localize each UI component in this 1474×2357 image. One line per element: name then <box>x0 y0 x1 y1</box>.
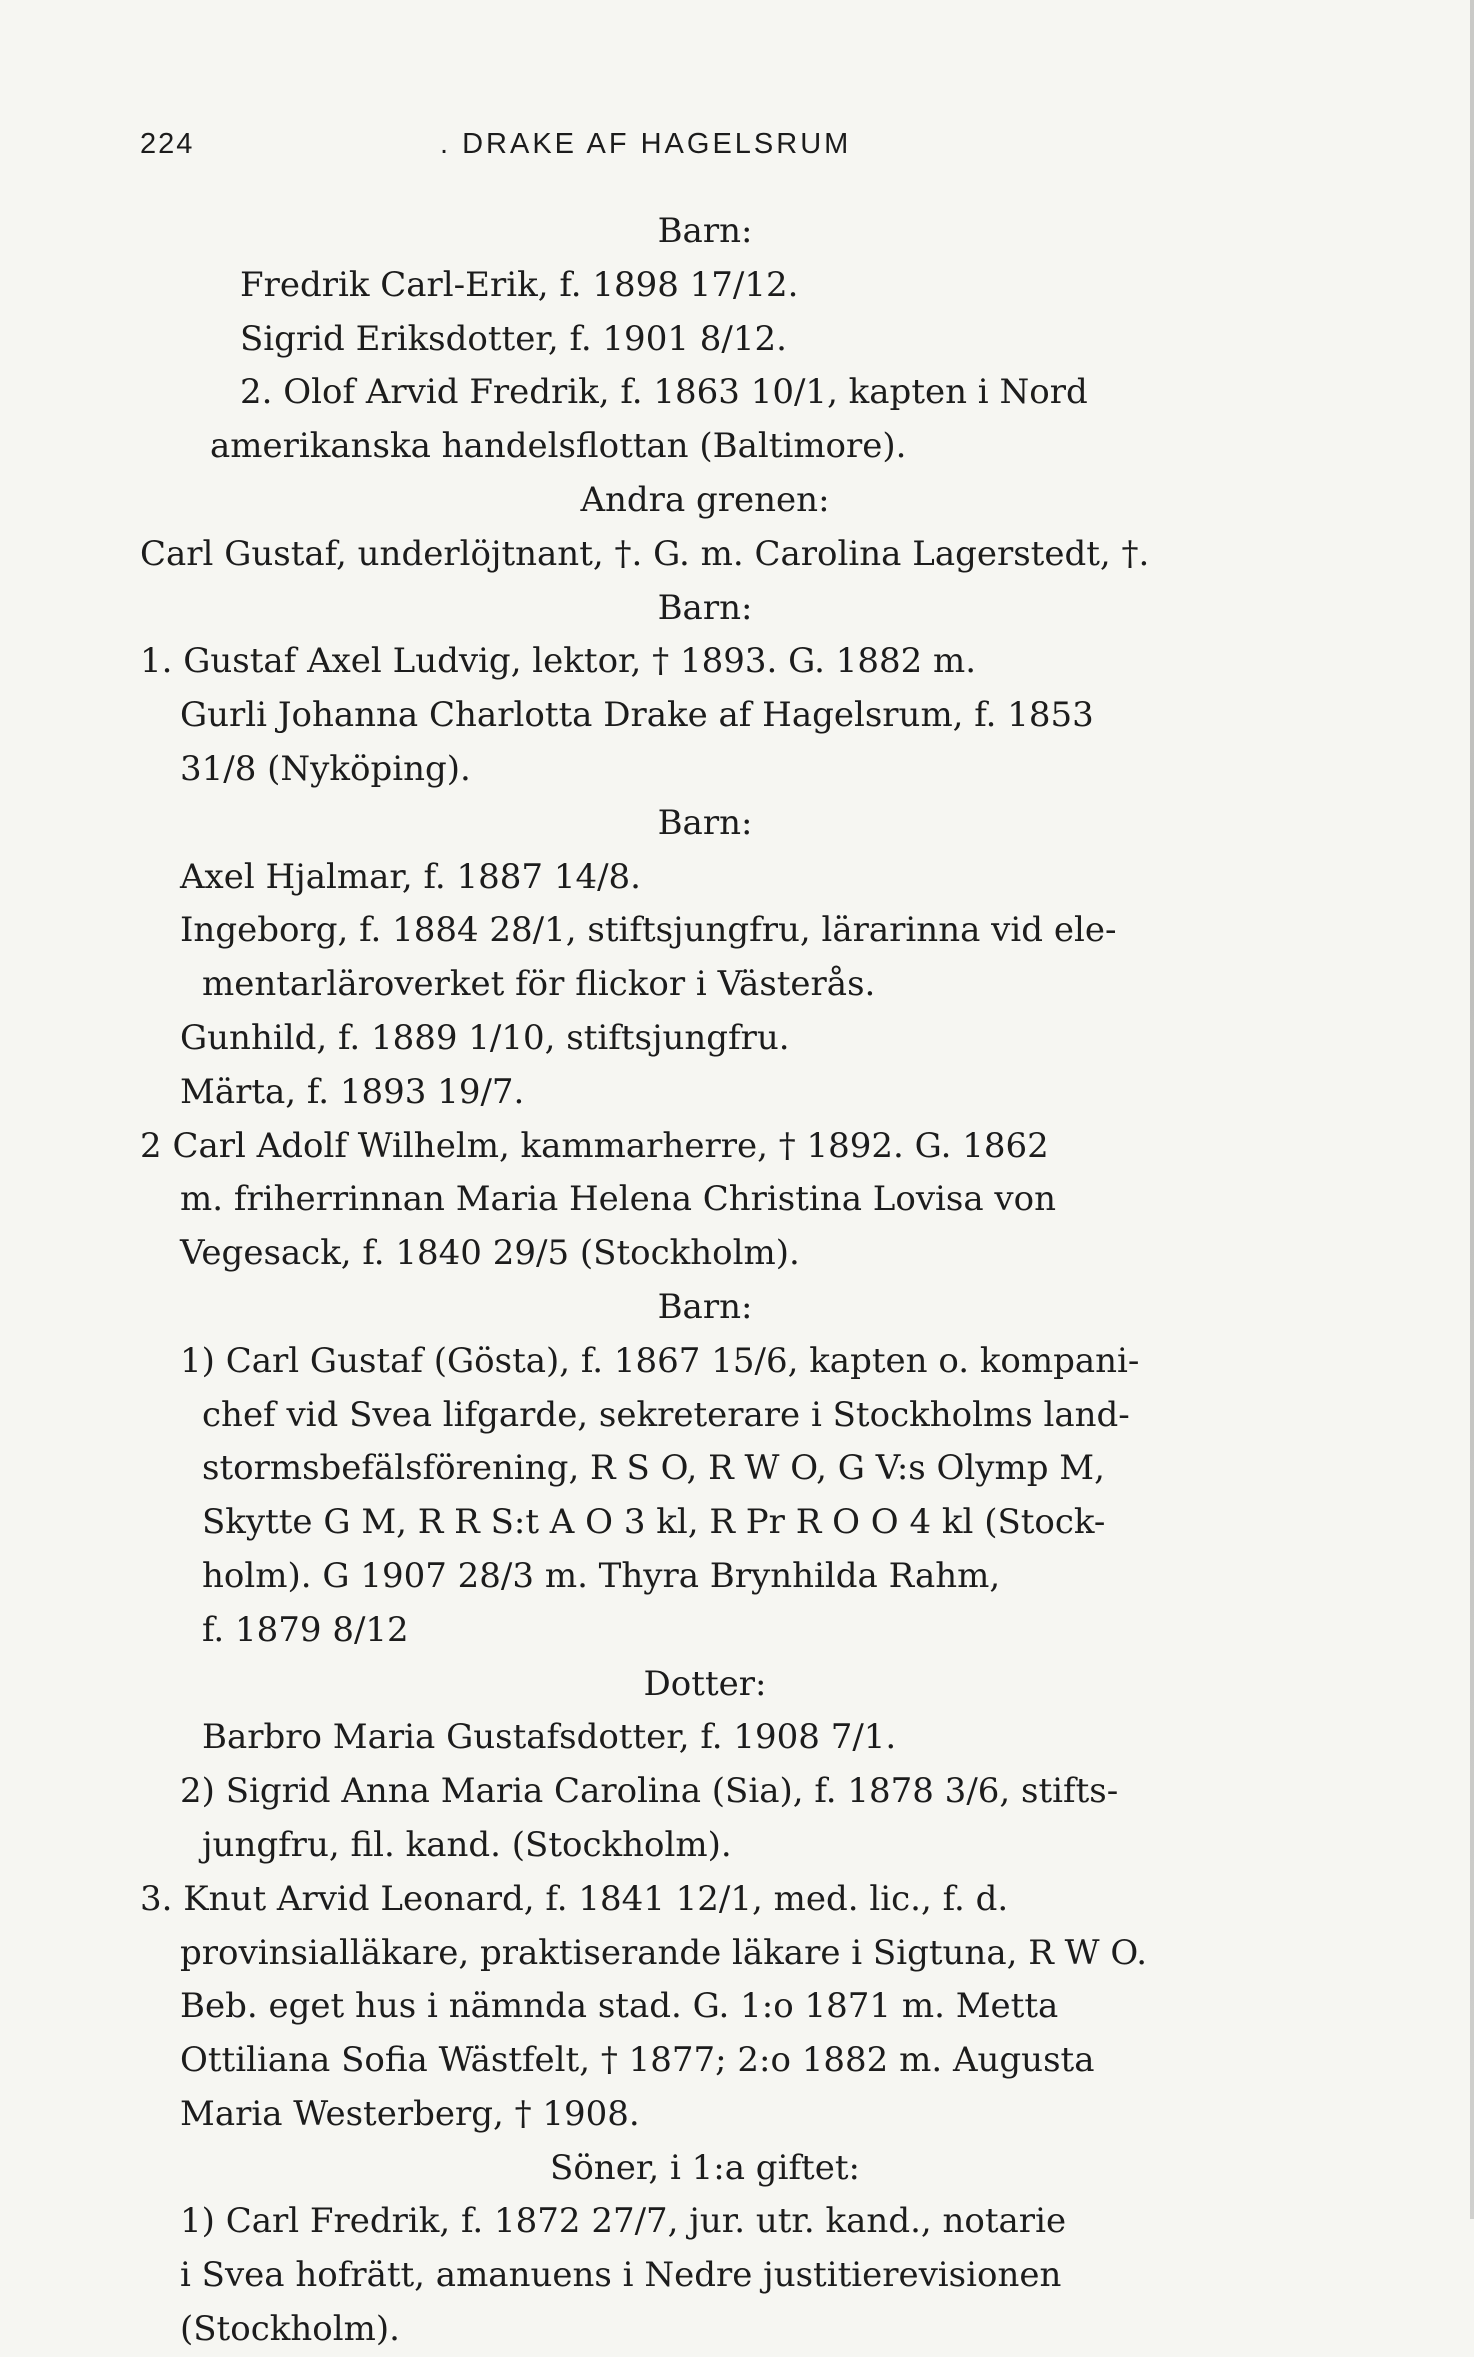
text-line: Gunhild, f. 1889 1/10, stiftsjungfru. <box>180 1017 790 1058</box>
text-line: Vegesack, f. 1840 29/5 (Stockholm). <box>180 1233 800 1274</box>
page-edge-shadow <box>1470 0 1474 2219</box>
text-line: Gurli Johanna Charlotta Drake af Hagelsrum, f. 1853 <box>180 695 1094 736</box>
text-line: 1) Carl Fredrik, f. 1872 27/7, jur. utr. kand., notarie <box>180 2201 1067 2242</box>
section-heading: Barn: <box>657 1286 753 1327</box>
text-line: (Stockholm). <box>180 2309 400 2350</box>
text-line: chef vid Svea lifgarde, sekreterare i Stockholms land- <box>202 1394 1130 1435</box>
body-text <box>140 205 1270 2357</box>
running-title: . DRAKE AF HAGELSRUM <box>440 128 852 160</box>
page-header <box>140 128 1300 178</box>
text-line: i Svea hofrätt, amanuens i Nedre justitierevisionen <box>180 2255 1062 2296</box>
page-number: 224 <box>140 128 195 160</box>
section-heading: Andra grenen: <box>580 479 830 520</box>
text-line: Axel Hjalmar, f. 1887 14/8. <box>180 856 641 897</box>
text-line: mentarläroverket för flickor i Västerås. <box>202 964 876 1005</box>
text-line: m. friherrinnan Maria Helena Christina Lovisa von <box>180 1179 1056 1220</box>
section-heading: Barn: <box>657 211 753 251</box>
text-line: holm). G 1907 28/3 m. Thyra Brynhilda Rahm, <box>202 1555 1001 1596</box>
text-line: Beb. eget hus i nämnda stad. G. 1:o 1871 m. Metta <box>180 1986 1059 2027</box>
text-line: jungfru, fil. kand. (Stockholm). <box>202 1824 732 1865</box>
text-line: stormsbefälsförening, R S O, R W O, G V:s Olymp M, <box>202 1448 1105 1489</box>
text-line: Carl Gustaf, underlöjtnant, †. G. m. Carolina Lagerstedt, †. <box>140 533 1150 574</box>
text-line: provinsialläkare, praktiserande läkare i Sigtuna, R W O. <box>180 1932 1148 1973</box>
section-heading: Barn: <box>657 802 753 843</box>
text-line: Sigrid Eriksdotter, f. 1901 8/12. <box>240 318 787 359</box>
text-line: 2 Carl Adolf Wilhelm, kammarherre, † 1892. G. 1862 <box>140 1125 1049 1166</box>
text-line: Skytte G M, R R S:t A O 3 kl, R Pr R O O 4 kl (Stock- <box>202 1502 1106 1543</box>
section-heading: Dotter: <box>643 1663 767 1704</box>
section-heading: Söner, i 1:a giftet: <box>550 2147 860 2188</box>
section-heading: Barn: <box>657 587 753 628</box>
text-line: Barbro Maria Gustafsdotter, f. 1908 7/1. <box>202 1717 897 1758</box>
text-line: 31/8 (Nyköping). <box>180 748 471 789</box>
text-line: 1) Carl Gustaf (Gösta), f. 1867 15/6, kapten o. kompani- <box>180 1340 1140 1381</box>
text-line: Fredrik Carl-Erik, f. 1898 17/12. <box>240 264 799 305</box>
text-line: Ottiliana Sofia Wästfelt, † 1877; 2:o 1882 m. Augusta <box>180 2040 1095 2081</box>
text-line: f. 1879 8/12 <box>202 1609 409 1650</box>
text-line: 1. Gustaf Axel Ludvig, lektor, † 1893. G. 1882 m. <box>140 641 977 682</box>
text-line: 3. Knut Arvid Leonard, f. 1841 12/1, med. lic., f. d. <box>140 1878 1009 1919</box>
text-line: Ingeborg, f. 1884 28/1, stiftsjungfru, lärarinna vid ele- <box>180 910 1117 951</box>
text-line: 2) Sigrid Anna Maria Carolina (Sia), f. 1878 3/6, stifts- <box>180 1771 1119 1812</box>
text-line: Märta, f. 1893 19/7. <box>180 1071 525 1112</box>
text-line: amerikanska handelsflottan (Baltimore). <box>210 426 907 467</box>
text-line: Maria Westerberg, † 1908. <box>180 2093 640 2134</box>
text-line: 2. Olof Arvid Fredrik, f. 1863 10/1, kapten i Nord <box>240 372 1088 413</box>
